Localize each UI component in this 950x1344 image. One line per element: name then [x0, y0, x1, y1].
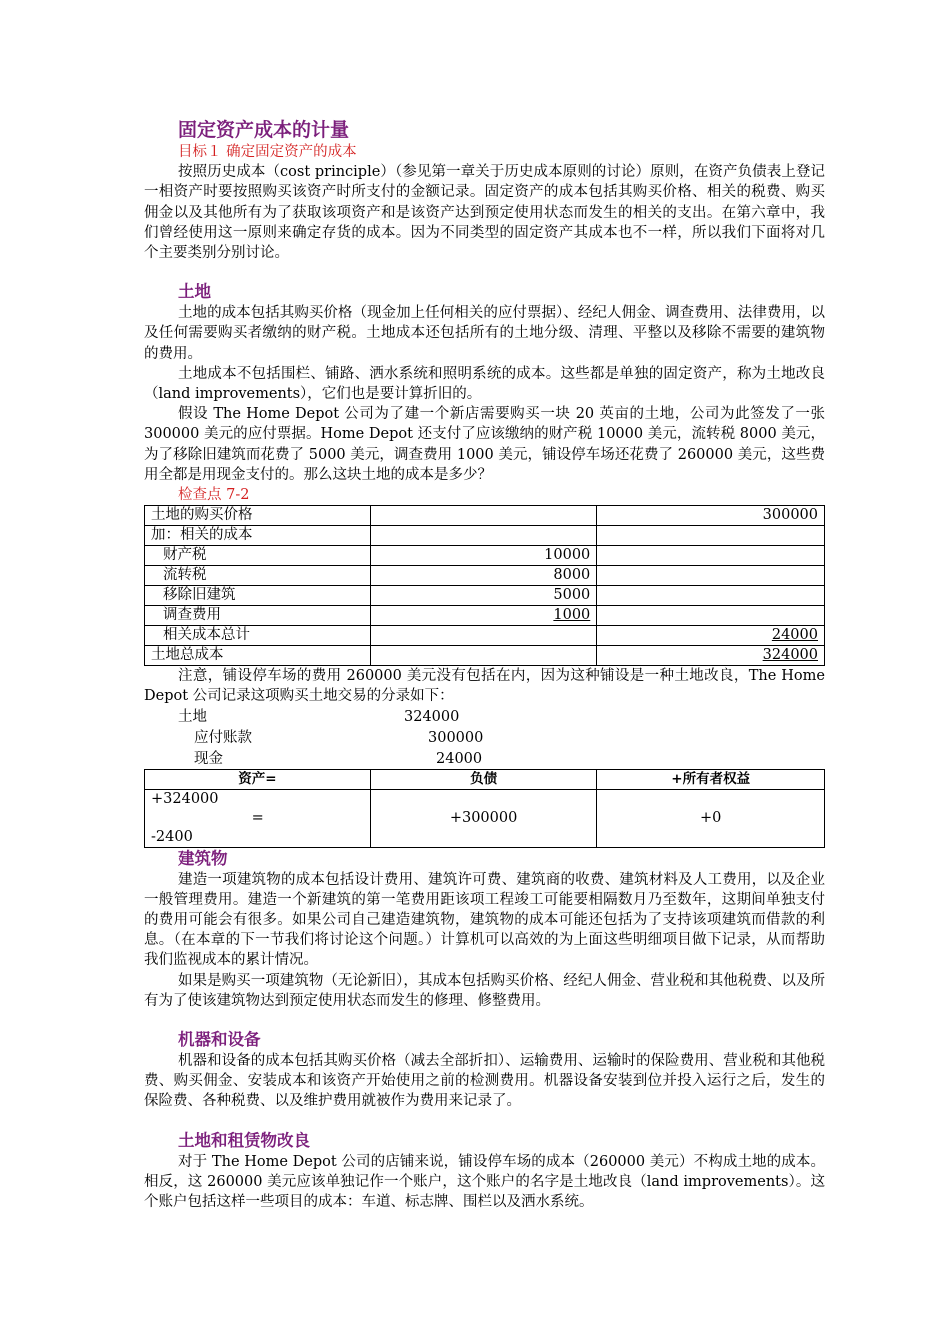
cost-item-total	[597, 586, 825, 606]
section-heading-buildings: 建筑物	[178, 848, 228, 868]
journal-credit2-label: 现金	[194, 750, 223, 767]
cost-item-detail	[370, 646, 597, 666]
cost-item-detail: 8000	[370, 566, 597, 586]
cost-item-detail: 10000	[370, 546, 597, 566]
cost-item-label: 财产税	[145, 546, 371, 566]
journal-credit1-amount: 300000	[428, 729, 484, 746]
cost-table-row	[145, 506, 825, 526]
cost-item-total: 300000	[597, 506, 825, 526]
journal-debit-amount: 324000	[404, 708, 460, 725]
cost-item-label: 加：相关的成本	[145, 526, 371, 546]
buildings-paragraph-1: 建造一项建筑物的成本包括设计费用、建筑许可费、建筑商的收费、建筑材料及人工费用，以及企业一般管理费用。建造一个新建筑的第一笔费用距该项工程竣工可能要相隔数月乃至数年，这期间单独支付的费用可能会有很多。如果公司自己建造建筑物，建筑物的成本可能还包括为了支持该项建筑而借款的利息。（在本章的下一节我们将讨论这个问题。）计算机可以高效的为上面这些明细项目做下记录，从而帮助我们监视成本的累计情况。	[144, 871, 825, 969]
land-paragraph-2: 土地成本不包括围栏、铺路、洒水系统和照明系统的成本。这些都是单独的固定资产，称为土地改良（land improvements），它们也是要计算折旧的。	[144, 365, 825, 403]
buildings-paragraph-2: 如果是购买一项建筑物（无论新旧），其成本包括购买价格、经纪人佣金、营业税和其他税费、以及所有为了使该建筑物达到预定使用状态而发生的修理、修整费用。	[144, 972, 825, 1009]
note-paragraph: 注意，铺设停车场的费用 260000 美元没有包括在内，因为这种铺设是一种土地改良，The Home Depot 公司记录这项购买土地交易的分录如下：	[144, 668, 825, 705]
cost-item-label: 土地的购买价格	[145, 506, 371, 526]
journal-credit1-label: 应付账款	[194, 729, 252, 746]
cost-item-detail: 1000	[370, 606, 597, 626]
intro-paragraph: 按照历史成本（cost principle）（参见第一章关于历史成本原则的讨论）原则，在资产负债表上登记一相资产时要按照购买该资产时所支付的金额记录。固定资产的成本包括其购买价格、相关的税费、购买佣金以及其他所有为了获取该项资产和是该资产达到预定使用状态而发生的相关的支出。在第六章中，我们曾经使用这一原则来确定存货的成本。因为不同类型的固定资产其成本也不一样，所以我们下面将对几个主要类别分别讨论。	[144, 164, 825, 262]
cost-item-label: 流转税	[145, 566, 371, 586]
journal-entry	[144, 707, 825, 769]
cost-item-total	[597, 526, 825, 546]
land-paragraph-3: 假设 The Home Depot 公司为了建一个新店需要购买一块 20 英亩的土地，公司为此签发了一张 300000 美元的应付票据。Home Depot 还支付了应该缴纳的财产税 10000 美元，流转税 8000 美元，为了移除旧建筑而花费了 5000 美元，调查费用 1000 美元，铺设停车场还花费了 260000 美元，这些费用全都是用现金支付的。那么这块土地的成本是多少？	[144, 406, 825, 483]
cost-item-detail: 5000	[370, 586, 597, 606]
cost-table-row	[145, 546, 825, 566]
checkpoint-label: 检查点 7-2	[178, 487, 250, 504]
section-heading-land: 土地	[178, 282, 211, 302]
equation-liabilities-value: +300000	[370, 789, 597, 847]
page-title: 固定资产成本的计量	[178, 119, 350, 141]
cost-table-row	[145, 566, 825, 586]
equation-assets-increase: +324000	[151, 790, 219, 807]
cost-item-total: 324000	[597, 646, 825, 666]
cost-item-total	[597, 546, 825, 566]
land-paragraph-1: 土地的成本包括其购买价格（现金加上任何相关的应付票据）、经纪人佣金、调查费用、法律费用，以及任何需要购买者缴纳的财产税。土地成本还包括所有的土地分级、清理、平整以及移除不需要的建筑物的费用。	[144, 305, 825, 362]
cost-item-detail	[370, 506, 597, 526]
cost-item-label: 土地总成本	[145, 646, 371, 666]
cost-table-row	[145, 606, 825, 626]
equation-equals: =	[251, 809, 264, 826]
cost-item-detail	[370, 626, 597, 646]
cost-table-row	[145, 646, 825, 666]
journal-debit-label: 土地	[178, 708, 207, 725]
cost-table-row	[145, 626, 825, 646]
equation-header-liabilities: 负债	[370, 769, 597, 789]
equation-header-assets: 资产=	[145, 769, 371, 789]
land-cost-table	[144, 505, 825, 666]
cost-item-total	[597, 606, 825, 626]
accounting-equation-table	[144, 769, 825, 848]
cost-item-label: 移除旧建筑	[145, 586, 371, 606]
cost-item-total	[597, 566, 825, 586]
document-page	[144, 118, 825, 1212]
cost-item-label: 相关成本总计	[145, 626, 371, 646]
equation-assets-decrease: -2400	[151, 828, 193, 845]
equation-header-equity: +所有者权益	[597, 769, 825, 789]
section-heading-improvements: 土地和租赁物改良	[178, 1130, 310, 1150]
machinery-paragraph-1: 机器和设备的成本包括其购买价格（减去全部折扣）、运输费用、运输时的保险费用、营业税和其他税费、购买佣金、安装成本和该资产开始使用之前的检测费用。机器设备安装到位并投入运行之后，发生的保险费、各种税费、以及维护费用就被作为费用来记录了。	[144, 1053, 825, 1110]
cost-item-total: 24000	[597, 626, 825, 646]
cost-table-row	[145, 586, 825, 606]
equation-equity-value: +0	[597, 789, 825, 847]
cost-table-row	[145, 526, 825, 546]
objective-label: 目标１ 确定固定资产的成本	[178, 144, 357, 160]
cost-item-label: 调查费用	[145, 606, 371, 626]
equation-assets-cell	[145, 789, 371, 847]
section-heading-machinery: 机器和设备	[178, 1030, 261, 1050]
journal-credit2-amount: 24000	[436, 750, 483, 767]
improvements-paragraph-1: 对于 The Home Depot 公司的店铺来说，铺设停车场的成本（260000 美元）不构成土地的成本。相反，这 260000 美元应该单独记作一个账户，这个账户的名字是土地改良（land improvements）。这个账户包括这样一些项目的成本：车道、标志牌、围栏以及洒水系统。	[144, 1153, 825, 1211]
cost-item-detail	[370, 526, 597, 546]
